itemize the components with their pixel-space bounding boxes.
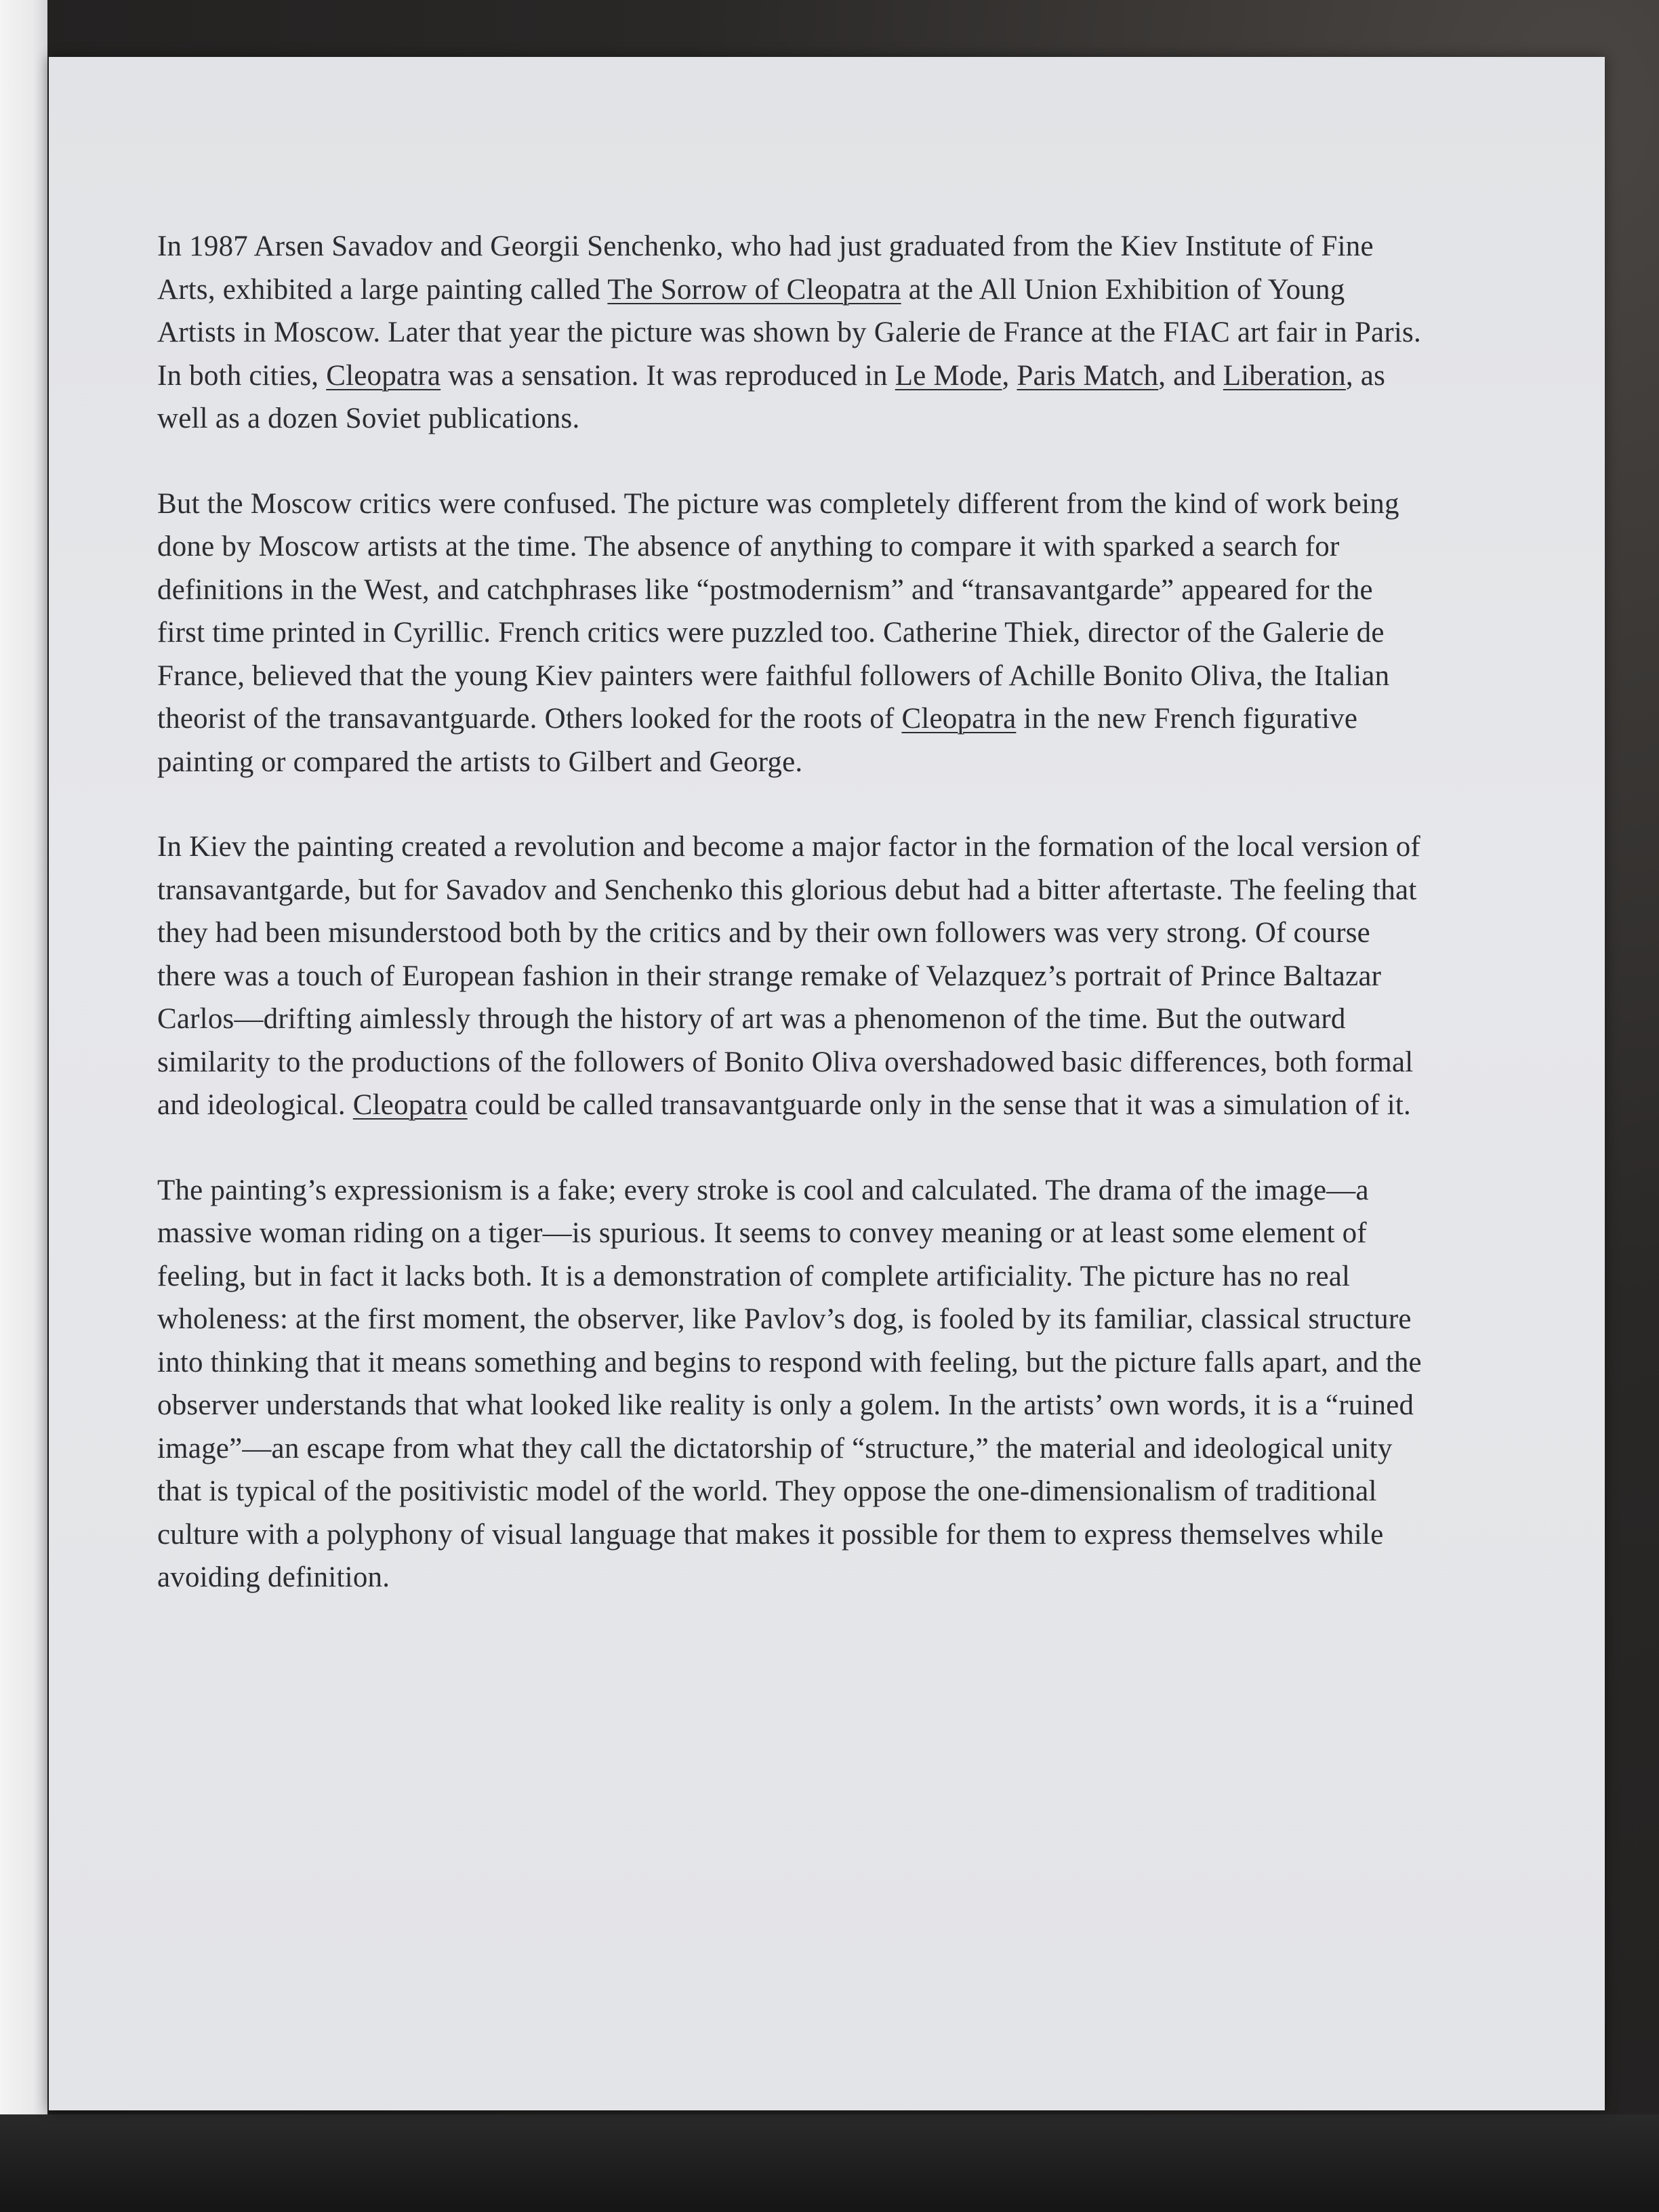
underlined-title: The Sorrow of Cleopatra (607, 273, 901, 306)
text-run: , (1002, 359, 1017, 392)
text-run: at the All Union Exhibition of Young Artists in Moscow. Later that year the picture was shown by Galerie de France at the FIAC art fair in Paris. In both cities, (157, 273, 1421, 392)
paragraph-1 (157, 225, 1425, 441)
underlined-title: Cleopatra (326, 359, 441, 392)
body-text (157, 225, 1425, 1641)
paragraph-4 (157, 1169, 1425, 1599)
underlined-title: Paris Match (1017, 359, 1159, 392)
text-run: was a sensation. It was reproduced in (441, 359, 895, 392)
left-page-edge (0, 0, 47, 2212)
text-run: In Kiev the painting created a revolution and become a major factor in the formation of the local version of transavantgarde, but for Savadov and Senchenko this glorious debut had a bitter aftertaste. The feeling that they had been misunderstood both by the critics and by their own followers was very strong. Of course there was a touch of European fashion in their strange remake of Velazquez’s portrait of Prince Baltazar Carlos—drifting aimlessly through the history of art was a phenomenon of the time. But the outward similarity to the productions of the followers of Bonito Oliva overshadowed basic differences, both formal and ideological. (157, 831, 1420, 1121)
underlined-title: Cleopatra (352, 1089, 468, 1121)
text-run: could be called transavantguarde only in the sense that it was a simulation of it. (467, 1089, 1411, 1121)
text-run: , as well as a dozen Soviet publications. (157, 359, 1386, 434)
underlined-title: Liberation (1223, 359, 1346, 392)
text-run: But the Moscow critics were confused. The picture was completely different from the kind of work being done by Moscow artists at the time. The absence of anything to compare it with sparked a search for definitions in the West, and catchphrases like “postmodernism” and “transavantgarde” appeared for the first time printed in Cyrillic. French critics were puzzled too. Catherine Thiek, director of the Galerie de France, believed that the young Kiev painters were faithful followers of Achille Bonito Oliva, the Italian theorist of the transavantguarde. Others looked for the roots of (157, 487, 1399, 735)
underlined-title: Cleopatra (901, 703, 1017, 735)
paragraph-3 (157, 825, 1425, 1127)
bottom-shadow (0, 2114, 1659, 2212)
document-page (49, 57, 1605, 2110)
text-run: , and (1158, 359, 1223, 392)
paragraph-2 (157, 483, 1425, 784)
text-run: The painting’s expressionism is a fake; every stroke is cool and calculated. The drama of the image—a massive woman riding on a tiger—is spurious. It seems to convey meaning or at least some element of feeling, but in fact it lacks both. It is a demonstration of complete artificiality. The picture has no real wholeness: at the first moment, the observer, like Pavlov’s dog, is fooled by its familiar, classical structure into thinking that it means something and begins to respond with feeling, but the picture falls apart, and the observer understands that what looked like reality is only a golem. In the artists’ own words, it is a “ruined image”—an escape from what they call the dictatorship of “structure,” the material and ideological unity that is typical of the positivistic model of the world. They oppose the one-dimensionalism of traditional culture with a polyphony of visual language that makes it possible for them to express themselves while avoiding definition. (157, 1174, 1422, 1593)
text-run: in the new French figurative painting or compared the artists to Gilbert and George. (157, 703, 1358, 778)
underlined-title: Le Mode (895, 359, 1002, 392)
text-run: In 1987 Arsen Savadov and Georgii Senchenko, who had just graduated from the Kiev Institute of Fine Arts, exhibited a large painting called (157, 230, 1374, 306)
